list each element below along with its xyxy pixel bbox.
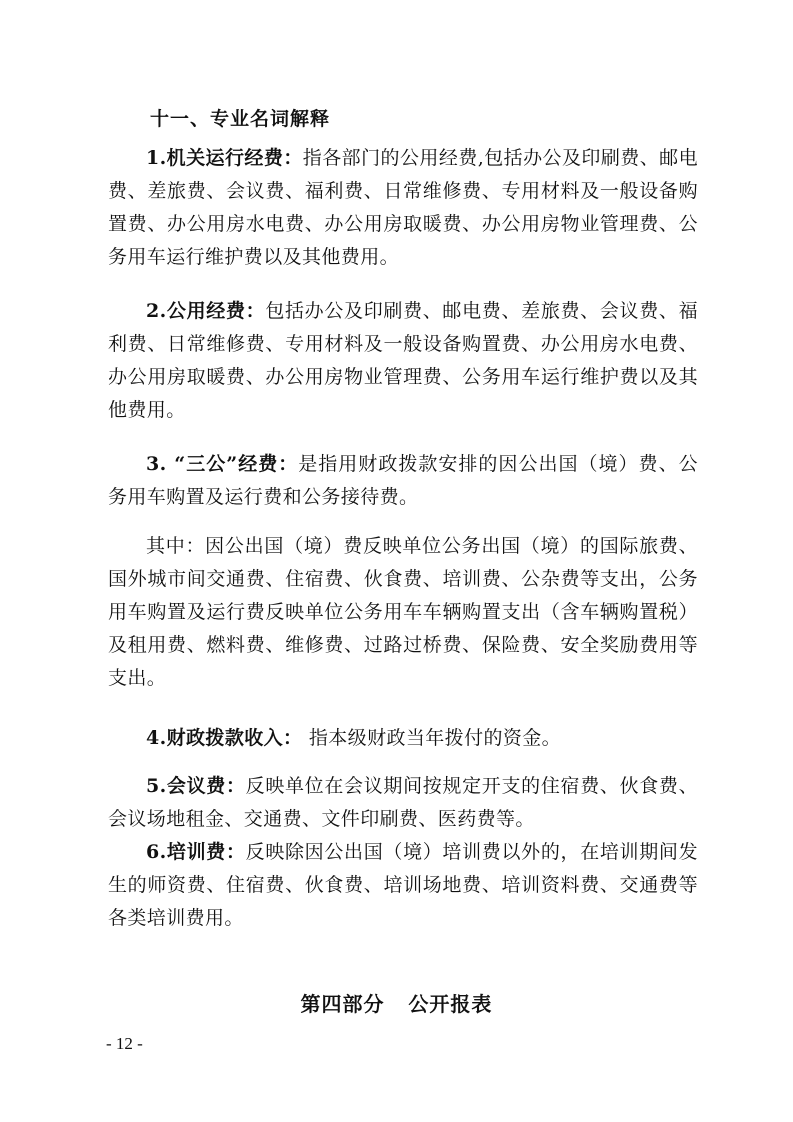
page-number: - 12 - xyxy=(106,1034,143,1053)
definition-term: 2.公用经费： xyxy=(146,300,266,322)
explanation-paragraph xyxy=(108,530,698,695)
definition-paragraph xyxy=(108,722,698,755)
definition-text: 是指用财政拨款安排的因公出国（境）费、公务用车购置及运行费和公务接待费。 xyxy=(108,453,698,508)
definition-term: 1.机关运行经费： xyxy=(146,147,303,169)
definition-term: 5.会议费： xyxy=(146,775,246,797)
section-heading: 十一、专业名词解释 xyxy=(150,108,331,130)
definition-text: 包括办公及印刷费、邮电费、差旅费、会议费、福利费、日常维修费、专用材料及一般设备购置费、办公用房水电费、办公用房取暖费、办公用房物业管理费、公务用车运行维护费以及其他费用。 xyxy=(108,300,698,421)
definition-paragraph xyxy=(108,836,698,935)
definition-text: 反映除因公出国（境）培训费以外的，在培训期间发生的师资费、住宿费、伙食费、培训场地费、培训资料费、交通费等各类培训费用。 xyxy=(108,841,698,929)
definition-term: 6.培训费： xyxy=(146,841,246,863)
definition-text: 指本级财政当年拨付的资金。 xyxy=(302,727,562,749)
definition-text: 指各部门的公用经费,包括办公及印刷费、邮电费、差旅费、会议费、福利费、日常维修费、专用材料及一般设备购置费、办公用房水电费、办公用房取暖费、办公用房物业管理费、公务用车运行维护费以及其他费用。 xyxy=(108,147,698,268)
definition-paragraph xyxy=(108,295,698,427)
part-title: 第四部分 公开报表 xyxy=(300,992,493,1016)
definition-term: 3. “三公”经费： xyxy=(146,453,299,475)
definition-paragraph xyxy=(108,142,698,274)
definition-paragraph xyxy=(108,448,698,514)
definition-paragraph xyxy=(108,770,698,836)
definition-text: 反映单位在会议期间按规定开支的住宿费、伙食费、会议场地租金、交通费、文件印刷费、医药费等。 xyxy=(108,775,698,830)
definition-term: 4.财政拨款收入： xyxy=(146,727,303,749)
explanation-text: 其中：因公出国（境）费反映单位公务出国（境）的国际旅费、国外城市间交通费、住宿费、伙食费、培训费、公杂费等支出，公务用车购置及运行费反映单位公务用车车辆购置支出（含车辆购置税）及租用费、燃料费、维修费、过路过桥费、保险费、安全奖励费用等支出。 xyxy=(108,535,698,689)
